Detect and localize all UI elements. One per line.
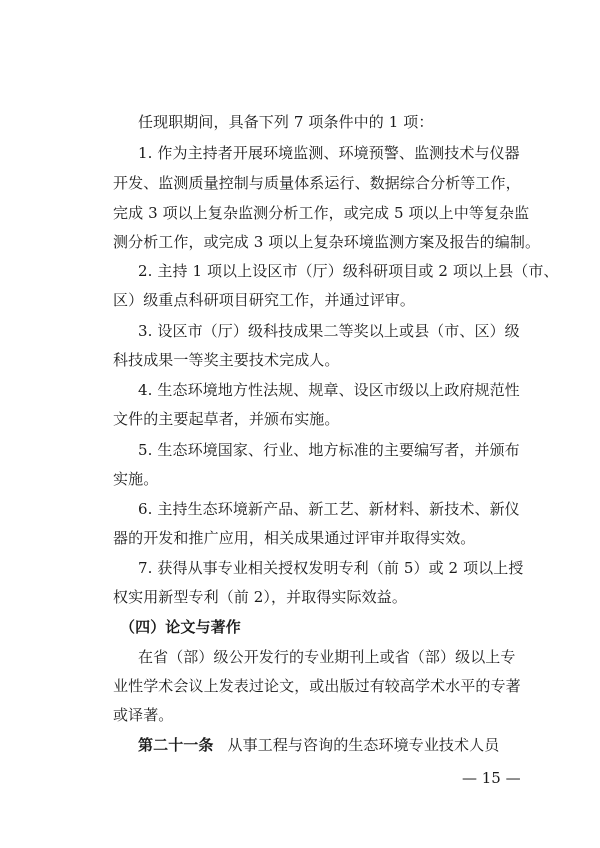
section-heading: （四）论文与著作 xyxy=(120,618,241,636)
page-number: — 15 — xyxy=(462,769,521,787)
item-5-line-2: 实施。 xyxy=(113,470,159,488)
intro-paragraph: 任现职期间，具备下列 7 项条件中的 1 项： xyxy=(138,113,434,131)
item-3-line-2: 科技成果一等奖主要技术完成人。 xyxy=(113,351,340,369)
item-7-line-2: 权实用新型专利（前 2），并取得实际效益。 xyxy=(113,588,407,606)
item-1-line-4: 测分析工作，或完成 3 项以上复杂环境监测方案及报告的编制。 xyxy=(113,233,541,251)
item-2-line-1: 2. 主持 1 项以上设区市（厅）级科研项目或 2 项以上县（市、 xyxy=(138,262,559,280)
item-1-line-1: 1. 作为主持者开展环境监测、环境预警、监测技术与仪器 xyxy=(138,144,520,162)
item-1-line-2: 开发、监测质量控制与质量体系运行、数据综合分析等工作， xyxy=(113,174,521,192)
item-6-line-1: 6. 主持生态环境新产品、新工艺、新材料、新技术、新仪 xyxy=(138,500,520,518)
article-text: 从事工程与咨询的生态环境专业技术人员 xyxy=(227,736,500,754)
item-1-line-3: 完成 3 项以上复杂监测分析工作，或完成 5 项以上中等复杂监 xyxy=(113,204,530,222)
item-3-line-1: 3. 设区市（厅）级科技成果二等奖以上或县（市、区）级 xyxy=(138,322,520,340)
article-label: 第二十一条 xyxy=(138,736,214,754)
item-6-line-2: 器的开发和推广应用，相关成果通过评审并取得实效。 xyxy=(113,529,476,547)
section-body-line-1: 在省（部）级公开发行的专业期刊上或省（部）级以上专 xyxy=(138,648,516,666)
item-5-line-1: 5. 生态环境国家、行业、地方标准的主要编写者，并颁布 xyxy=(138,441,520,459)
item-4-line-1: 4. 生态环境地方性法规、规章、设区市级以上政府规范性 xyxy=(138,381,520,399)
section-body-line-3: 或译著。 xyxy=(113,706,174,724)
article-line xyxy=(138,734,513,756)
item-4-line-2: 文件的主要起草者，并颁布实施。 xyxy=(113,410,340,428)
item-2-line-2: 区）级重点科研项目研究工作，并通过评审。 xyxy=(113,291,416,309)
section-body-line-2: 业性学术会议上发表过论文，或出版过有较高学术水平的专著 xyxy=(113,677,521,695)
item-7-line-1: 7. 获得从事专业相关授权发明专利（前 5）或 2 项以上授 xyxy=(138,559,524,577)
